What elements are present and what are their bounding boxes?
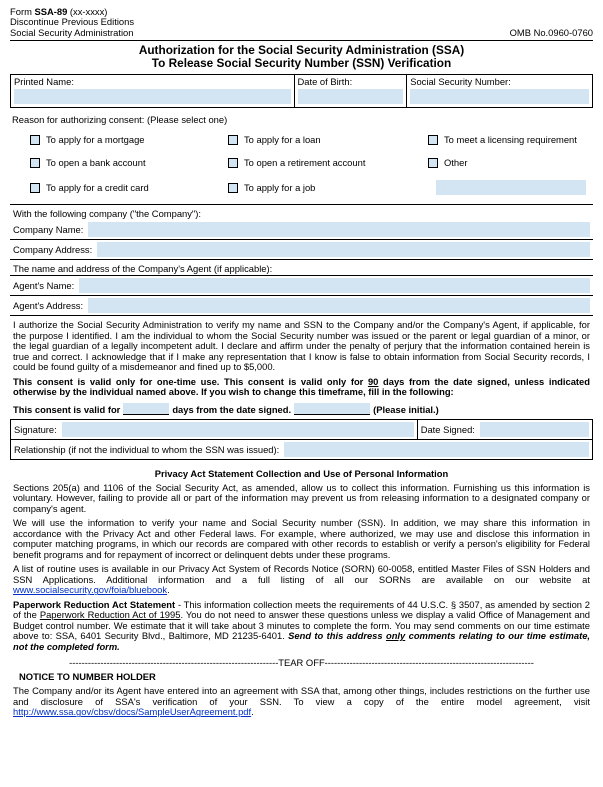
signature-cell [11, 420, 418, 439]
fill-text-2: days from the date signed. [172, 403, 292, 415]
company-name-label: Company Name: [13, 224, 84, 236]
fill-text-1: This consent is valid for [13, 403, 121, 415]
checkbox-label: To open a bank account [46, 157, 146, 169]
form-title-line2: To Release Social Security Number (SSN) Verification [151, 56, 452, 71]
paperwork-italic-2: comments relating to our time estimate, not the completed form. [13, 630, 591, 652]
licensing-checkbox[interactable] [428, 135, 438, 145]
reason-option-job [228, 180, 428, 195]
consent-days-input[interactable] [123, 403, 169, 415]
reason-option-mortgage [30, 134, 228, 145]
date-signed-input[interactable] [480, 422, 589, 437]
date-signed-cell [418, 420, 592, 439]
company-name-row [10, 220, 593, 240]
notice-paragraph [13, 686, 590, 718]
signature-label: Signature: [14, 423, 57, 435]
agent-address-row [10, 296, 593, 316]
initials-input[interactable] [294, 403, 370, 415]
checkbox-label: To open a retirement account [244, 157, 366, 169]
other-reason-input[interactable] [436, 180, 586, 195]
agent-name-label: Agent's Name: [13, 280, 75, 292]
form-suffix: (xx-xxxx) [67, 6, 108, 17]
discontinue-line: Discontinue Previous Editions [10, 16, 135, 28]
reason-option-other [428, 157, 593, 168]
privacy-p3-end: . [167, 584, 170, 596]
consent-text-1: This consent is valid only for one-time use. This consent is valid only for [13, 375, 368, 387]
checkbox-label: To apply for a loan [244, 134, 321, 146]
authorization-paragraph: I authorize the Social Security Administration to verify my name and SSN to the Company and/or the Company's Agent, if applicable, for the purpose I identified. I am the individual to whom the Social Security number was issued or the parent or legal guardian of a minor, or the legal guardian of a legally incompetent adult. I declare and affirm under the penalty of perjury that the information contained herein is true and correct. I acknowledge that if I make any representation that I know is false to obtain information from Social Security records, I could be found guilty of a misdemeanor and fined up to $5,000. [13, 319, 590, 373]
company-name-input[interactable] [88, 222, 590, 237]
notice-end: . [251, 706, 254, 718]
checkbox-label: Other [444, 157, 468, 169]
date-of-birth-input[interactable] [298, 89, 404, 104]
agent-name-input[interactable] [79, 278, 590, 293]
tear-off-line: -------------------------------------------------------------------TEAR OFF------------------------------------------------------------------- [69, 657, 534, 669]
privacy-heading: Privacy Act Statement Collection and Use of Personal Information [154, 467, 449, 479]
with-company-heading: With the following company ("the Company"): [13, 208, 201, 220]
job-checkbox[interactable] [228, 183, 238, 193]
checkbox-label: To apply for a credit card [46, 182, 149, 194]
privacy-paragraph-1: Sections 205(a) and 1106 of the Social Security Act, as amended, allow us to collect this information. Furnishing us this information is voluntary. However, failing to provide all or part of the information may prevent us from releasing information to a designated company or company's agent. [13, 481, 590, 514]
date-signed-label: Date Signed: [420, 423, 475, 435]
paperwork-lead: Paperwork Reduction Act Statement [13, 598, 176, 610]
privacy-p3-text: A list of routine uses is available in our Privacy Act System of Records Notice (SORN) 60-0058, entitled Master Files of SSN Holders and SSN Applications. Additional information and a full listing of all our SORNs are available on our website at [13, 563, 590, 585]
notice-text: The Company and/or its Agent have entered into an agreement with SSA that, among other things, includes restrictions on the further use and disclosure of SSA's verification of your SSN. To view a copy of the entire model agreement, visit [13, 685, 590, 707]
company-address-label: Company Address: [13, 244, 93, 256]
consent-statement [13, 377, 590, 398]
form-number: SSA-89 [34, 6, 68, 17]
agent-address-label: Agent's Address: [13, 300, 84, 312]
reason-heading: Reason for authorizing consent: (Please select one) [12, 114, 228, 126]
printed-name-label: Printed Name: [14, 76, 74, 88]
other-checkbox[interactable] [428, 158, 438, 168]
company-address-input[interactable] [97, 242, 590, 257]
relationship-row [11, 440, 592, 459]
identity-table [10, 74, 593, 108]
relationship-label: Relationship (if not the individual to whom the SSN was issued): [14, 443, 280, 455]
form-title [10, 44, 593, 70]
dob-cell [295, 75, 408, 107]
reason-checkbox-grid [10, 134, 593, 195]
checkbox-label: To apply for a mortgage [46, 134, 145, 146]
consent-days-value: 90 [367, 375, 379, 387]
company-section [10, 204, 593, 316]
ssn-label: Social Security Number: [410, 76, 511, 88]
form-title-line1: Authorization for the Social Security Administration (SSA) [138, 43, 465, 58]
ssn-cell [407, 75, 592, 107]
consent-text-2: days from the date signed, unless indicated otherwise by the individual named above. If you wish to change this timeframe, fill in the following: [13, 375, 590, 398]
mortgage-checkbox[interactable] [30, 135, 40, 145]
form-prefix: Form [10, 6, 35, 17]
checkbox-label: To apply for a job [244, 182, 316, 194]
agent-address-input[interactable] [88, 298, 590, 313]
paperwork-italic-1: Send to this address [288, 630, 386, 642]
company-address-row [10, 240, 593, 260]
reason-option-loan [228, 134, 428, 145]
reason-option-credit-card [30, 180, 228, 195]
credit-card-checkbox[interactable] [30, 183, 40, 193]
agency-line: Social Security Administration [10, 26, 134, 38]
signature-input[interactable] [62, 422, 414, 437]
paperwork-act-link[interactable]: Paperwork Reduction Act of 1995 [39, 609, 181, 621]
loan-checkbox[interactable] [228, 135, 238, 145]
dob-label: Date of Birth: [297, 76, 353, 88]
checkbox-label: To meet a licensing requirement [444, 134, 577, 146]
fill-text-3: (Please initial.) [373, 403, 439, 415]
privacy-paragraph-2: We will use the information to verify your name and Social Security number (SSN). In addition, we may share this information in accordance with the Privacy Act and other Federal laws. For example, where authorized, we may use and disclose this information in computer matching programs, in which our records are compared with other records to establish or verify a person's eligibility for Federal benefit programs and for repayment of incorrect or delinquent debts under these programs. [13, 517, 590, 560]
printed-name-cell [11, 75, 295, 107]
paperwork-italic-only: only [385, 630, 406, 642]
other-field-wrap [428, 180, 593, 195]
agent-name-row [10, 276, 593, 296]
form-header-left [10, 7, 134, 38]
relationship-input[interactable] [284, 442, 589, 457]
reason-option-bank-account [30, 157, 228, 168]
printed-name-input[interactable] [14, 89, 291, 104]
omb-number: OMB No.0960-0760 [509, 26, 593, 38]
paperwork-text-1: - This information collection meets the requirements of 44 U.S.C. § 3507, as amended by section 2 of the [13, 598, 590, 621]
agent-heading: The name and address of the Company's Agent (if applicable): [10, 260, 593, 276]
privacy-paragraph-3 [13, 564, 590, 596]
paperwork-text-2: . You do not need to answer these questions unless we display a valid Office of Management and Budget control number. We estimate that it will take about 3 minutes to complete the form. You may send comments on our time estimate above to: SSA, 6401 Security Blvd., Baltimore, MD 21235-6401. [13, 609, 590, 642]
signature-row [11, 420, 592, 440]
signature-box [10, 419, 593, 460]
form-header [10, 7, 593, 41]
retirement-account-checkbox[interactable] [228, 158, 238, 168]
sample-user-agreement-link[interactable]: http://www.ssa.gov/cbsv/docs/SampleUserAgreement.pdf [13, 706, 252, 718]
reason-option-retirement-account [228, 157, 428, 168]
ssn-input[interactable] [410, 89, 589, 104]
paperwork-paragraph [13, 600, 590, 653]
consent-fill-line [13, 403, 590, 415]
foia-bluebook-link[interactable]: www.socialsecurity.gov/foia/bluebook [13, 584, 168, 596]
reason-option-licensing [428, 134, 593, 145]
notice-heading: NOTICE TO NUMBER HOLDER [19, 671, 156, 683]
bank-account-checkbox[interactable] [30, 158, 40, 168]
